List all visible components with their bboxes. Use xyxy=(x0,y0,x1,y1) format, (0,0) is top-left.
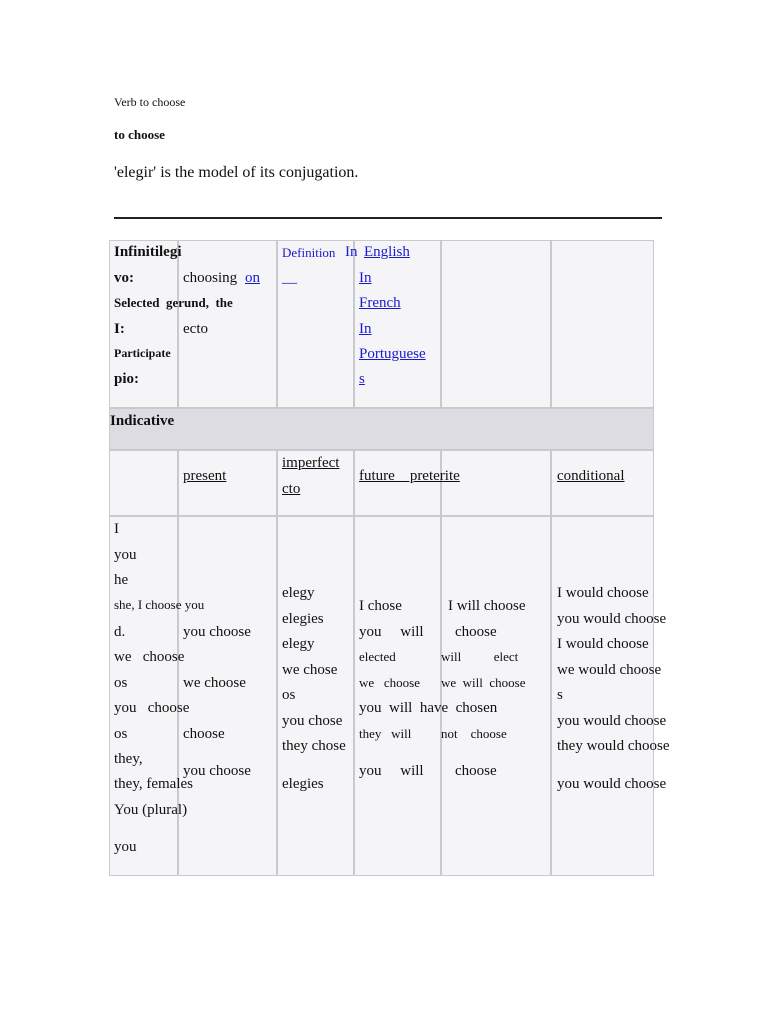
table-cell xyxy=(551,240,654,408)
lang-link-portuguese[interactable]: Portuguese xyxy=(359,346,426,362)
pronoun: you xyxy=(114,839,137,855)
definition-in-link[interactable]: In xyxy=(345,244,358,260)
pronoun: You (plural) xyxy=(114,802,188,818)
table-cell xyxy=(109,450,178,516)
info-label: Infinitilegi xyxy=(114,244,182,260)
imperfect-form: you chose xyxy=(282,713,343,729)
pronoun: you choose xyxy=(114,700,190,716)
info-label: pio: xyxy=(114,371,140,387)
conditional-form: you would choose xyxy=(557,776,667,792)
lang-link-in[interactable]: In xyxy=(359,270,372,286)
pronoun: they, females xyxy=(114,776,193,792)
preterite-form: I will choose xyxy=(448,598,526,614)
lang-link-in[interactable]: In xyxy=(359,321,372,337)
tense-header-imperfect-cont: cto xyxy=(282,481,301,497)
lang-link-s[interactable]: s xyxy=(359,371,365,387)
table-cell xyxy=(551,516,654,876)
future-form: we choose xyxy=(359,675,421,690)
tense-header-future-preterite: future preterite xyxy=(359,468,460,484)
table-cell xyxy=(441,240,551,408)
conditional-form: we would choose xyxy=(557,662,662,678)
preterite-form: not choose xyxy=(441,726,507,741)
pronoun: we choose xyxy=(114,649,185,665)
preterite-form: choose xyxy=(455,763,497,779)
gerund-value: choosing xyxy=(183,270,238,286)
future-form: I chose xyxy=(359,598,402,614)
pronoun: they, xyxy=(114,751,143,767)
pronoun: she, I choose you xyxy=(114,597,205,612)
preterite-form: we will choose xyxy=(441,675,526,690)
present-form: choose xyxy=(183,726,225,742)
lang-link-french[interactable]: French xyxy=(359,295,401,311)
future-form: they will xyxy=(359,726,412,741)
tense-header-present: present xyxy=(183,468,227,484)
info-label: vo: xyxy=(114,270,134,286)
participle-value: ecto xyxy=(183,321,208,337)
definition-underline: __ xyxy=(282,270,297,286)
table-cell xyxy=(441,516,551,876)
imperfect-form: elegies xyxy=(282,611,324,627)
section-band xyxy=(109,408,654,450)
present-form: you choose xyxy=(183,763,251,779)
table-cell xyxy=(277,240,354,408)
definition-link[interactable]: Definition xyxy=(282,245,336,260)
imperfect-form: elegy xyxy=(282,636,315,652)
conditional-form: you would choose xyxy=(557,713,667,729)
imperfect-form: elegies xyxy=(282,776,324,792)
future-form: elected xyxy=(359,649,396,664)
page-subtitle: Verb to choose xyxy=(114,95,186,109)
conditional-form: I would choose xyxy=(557,585,649,601)
conditional-form: s xyxy=(557,687,563,703)
tense-header-conditional: conditional xyxy=(557,468,625,484)
present-form: we choose xyxy=(183,675,246,691)
pronoun: os xyxy=(114,726,128,742)
conditional-form: I would choose xyxy=(557,636,649,652)
pronoun: os xyxy=(114,675,128,691)
info-label: I: xyxy=(114,321,125,337)
imperfect-form: os xyxy=(282,687,296,703)
info-label: Participate xyxy=(114,346,171,360)
pronoun: you xyxy=(114,547,137,563)
conditional-form: they would choose xyxy=(557,738,670,754)
conditional-form: you would choose xyxy=(557,611,667,627)
table-cell xyxy=(354,516,441,876)
pronoun: he xyxy=(114,572,129,588)
intro-text: 'elegir' is the model of its conjugation. xyxy=(114,164,359,181)
page-title: to choose xyxy=(114,127,165,142)
lang-link-english[interactable]: English xyxy=(364,244,410,260)
present-form: you choose xyxy=(183,624,251,640)
gerund-link[interactable]: on xyxy=(245,270,260,286)
future-form: you will have chosen xyxy=(359,700,498,716)
table-cell xyxy=(109,516,178,876)
pronoun: d. xyxy=(114,624,126,640)
preterite-form: will elect xyxy=(441,649,519,664)
tense-header-imperfect: imperfect xyxy=(282,455,340,471)
imperfect-form: they chose xyxy=(282,738,346,754)
imperfect-form: we chose xyxy=(282,662,338,678)
imperfect-form: elegy xyxy=(282,585,315,601)
info-label: Selected gerund, the xyxy=(114,295,233,310)
future-form: you will xyxy=(359,624,424,640)
horizontal-rule xyxy=(114,217,662,219)
section-heading-indicative: Indicative xyxy=(110,413,175,429)
future-form: you will xyxy=(359,763,424,779)
preterite-form: choose xyxy=(455,624,497,640)
table-cell xyxy=(178,516,277,876)
pronoun: I xyxy=(114,521,119,537)
